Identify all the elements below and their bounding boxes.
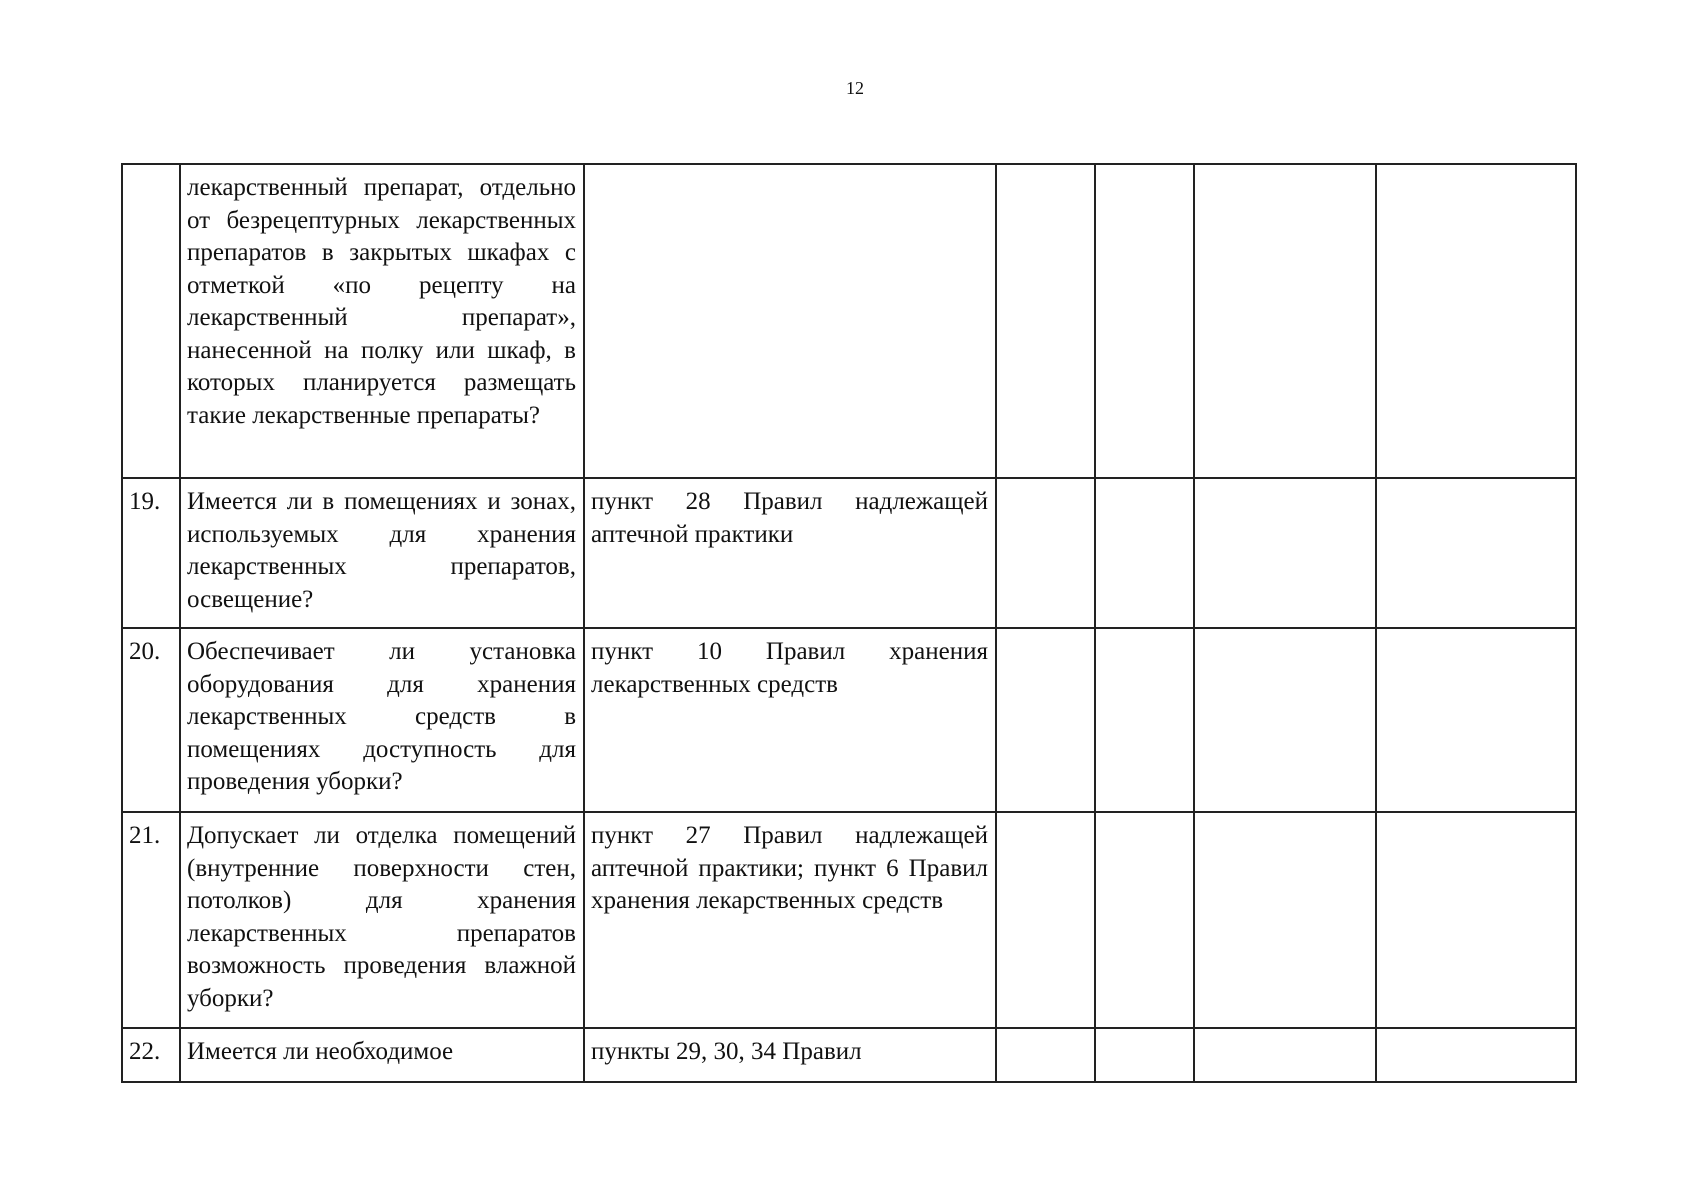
answer-yes-cell — [996, 164, 1095, 478]
table-row — [122, 1028, 1576, 1082]
answer-yes-cell — [996, 812, 1095, 1028]
table-row — [122, 812, 1576, 1028]
not-applicable-cell — [1194, 812, 1376, 1028]
table-row — [122, 478, 1576, 628]
checklist-table — [121, 163, 1577, 1083]
not-applicable-cell — [1194, 1028, 1376, 1082]
not-applicable-cell — [1194, 164, 1376, 478]
answer-no-cell — [1095, 628, 1194, 812]
question-text: Имеется ли в помещениях и зонах, используемых для хранения лекарственных препаратов, освещение? — [187, 488, 576, 613]
question-text: Допускает ли отделка помещений (внутренние поверхности стен, потолков) для хранения лекарственных препаратов возможность проведения влажной уборки? — [187, 822, 576, 1012]
question-cell — [180, 628, 584, 812]
reference-text: пункт 27 Правил надлежащей аптечной практики; пункт 6 Правил хранения лекарственных средств — [591, 822, 988, 914]
notes-cell — [1376, 812, 1576, 1028]
answer-no-cell — [1095, 1028, 1194, 1082]
page-number: 12 — [846, 78, 864, 98]
question-cell — [180, 164, 584, 478]
notes-cell — [1376, 164, 1576, 478]
table-row — [122, 164, 1576, 478]
notes-cell — [1376, 1028, 1576, 1082]
row-number: 22. — [122, 1028, 180, 1082]
question-text: Имеется ли необходимое — [187, 1038, 454, 1065]
answer-no-cell — [1095, 164, 1194, 478]
row-number: 19. — [122, 478, 180, 628]
reference-cell — [584, 628, 996, 812]
reference-cell — [584, 478, 996, 628]
question-cell — [180, 1028, 584, 1082]
not-applicable-cell — [1194, 628, 1376, 812]
answer-no-cell — [1095, 812, 1194, 1028]
question-cell — [180, 478, 584, 628]
answer-no-cell — [1095, 478, 1194, 628]
question-text: Обеспечивает ли установка оборудования для хранения лекарственных средств в помещениях доступность для проведения уборки? — [187, 638, 576, 795]
notes-cell — [1376, 628, 1576, 812]
question-cell — [180, 812, 584, 1028]
reference-cell — [584, 164, 996, 478]
row-number: 20. — [122, 628, 180, 812]
reference-cell — [584, 1028, 996, 1082]
question-text: лекарственный препарат, отдельно от безрецептурных лекарственных препаратов в закрытых шкафах с отметкой «по рецепту на лекарственный препарат», нанесенной на полку или шкаф, в которых планируется размещать такие лекарственные препараты? — [187, 174, 576, 429]
reference-cell — [584, 812, 996, 1028]
answer-yes-cell — [996, 628, 1095, 812]
row-number — [122, 164, 180, 478]
notes-cell — [1376, 478, 1576, 628]
answer-yes-cell — [996, 478, 1095, 628]
row-number: 21. — [122, 812, 180, 1028]
reference-text: пункт 10 Правил хранения лекарственных средств — [591, 638, 988, 698]
reference-text: пункты 29, 30, 34 Правил — [591, 1038, 862, 1065]
reference-text: пункт 28 Правил надлежащей аптечной практики — [591, 488, 988, 548]
not-applicable-cell — [1194, 478, 1376, 628]
answer-yes-cell — [996, 1028, 1095, 1082]
table-row — [122, 628, 1576, 812]
